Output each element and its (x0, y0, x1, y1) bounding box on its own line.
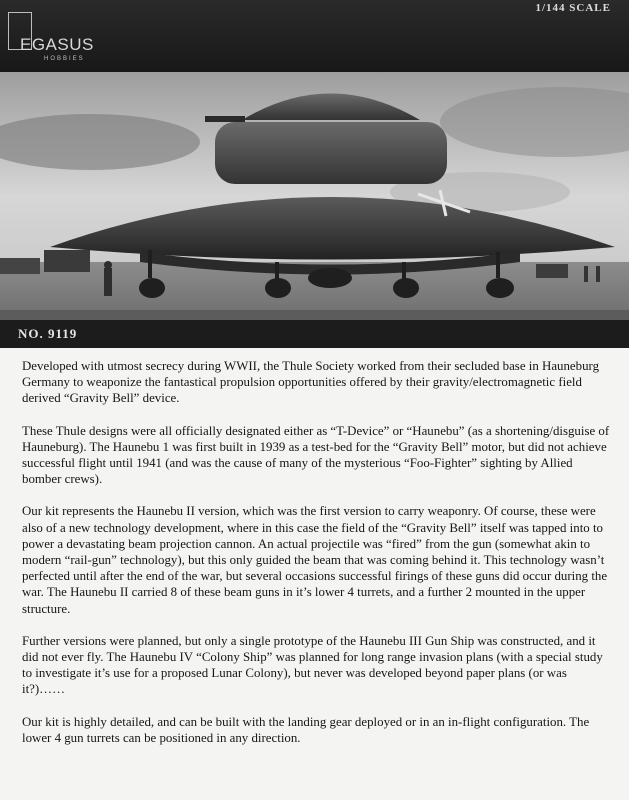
description-paragraph-1: Developed with utmost secrecy during WWII, the Thule Society worked from their secluded base in Hauneburg Germany to weaponize the fantastical propulsion opportunities offered by their gravity/electromagnetic field derived “Gravity Bell” device. (22, 359, 600, 406)
brand-subtitle: HOBBIES (44, 56, 85, 62)
description-paragraph-2: These Thule designs were all officially designated either as “T-Device” or “Haunebu” (as a shortening/disguise of Hauneburg). The Haunebu 1 was first built in 1939 as a test-bed for the “Gravity Bell” motor, but did not achieve successful flight until 1941 (and was the cause of many of the mysterious “Foo-Fighter” sighting by Allied bomber crews). (22, 423, 610, 487)
product-number-band (0, 320, 629, 348)
description-paragraph-5: Our kit is highly detailed, and can be built with the landing gear deployed or in an in-flight configuration. The lower 4 gun turrets can be positioned in any direction. (22, 714, 590, 745)
product-number: NO. 9119 (18, 326, 78, 341)
pegasus-hobbies-logo (8, 12, 128, 62)
haunebu-box-art-image (0, 72, 629, 320)
ufo-scene-illustration (0, 72, 629, 320)
brand-name: EGASUS (20, 35, 94, 54)
scale-label: 1/144 SCALE (535, 2, 611, 14)
description-paragraph-4: Further versions were planned, but only a single prototype of the Haunebu III Gun Ship was constructed, and it did not ever fly. The Haunebu IV “Colony Ship” was planned for long range invasion plans (with a special study to investigate it’s use for a proposed Lunar Colony), but never was developed beyond paper plans (or was it?)…… (22, 633, 603, 697)
description-text (22, 358, 610, 762)
description-paragraph-3: Our kit represents the Haunebu II version, which was the first version to carry weaponry. Of course, these were also of a new technology development, where in this case the field of the “Gravity Bell” itself was tapped into to power a devastating beam projection cannon. An actual projectile was “fired” from the gun (somewhat akin to modern “rail-gun” technology), but this only guided the beam that was coming behind it. This technology wasn’t perfected until after the end of the war, but several occasions successful firings of these guns did occur during the war. The Haunebu II carried 8 of these beam guns in it’s lower 4 turrets, and a further 2 mounted in the upper structure. (22, 504, 608, 616)
header-band (0, 0, 629, 72)
